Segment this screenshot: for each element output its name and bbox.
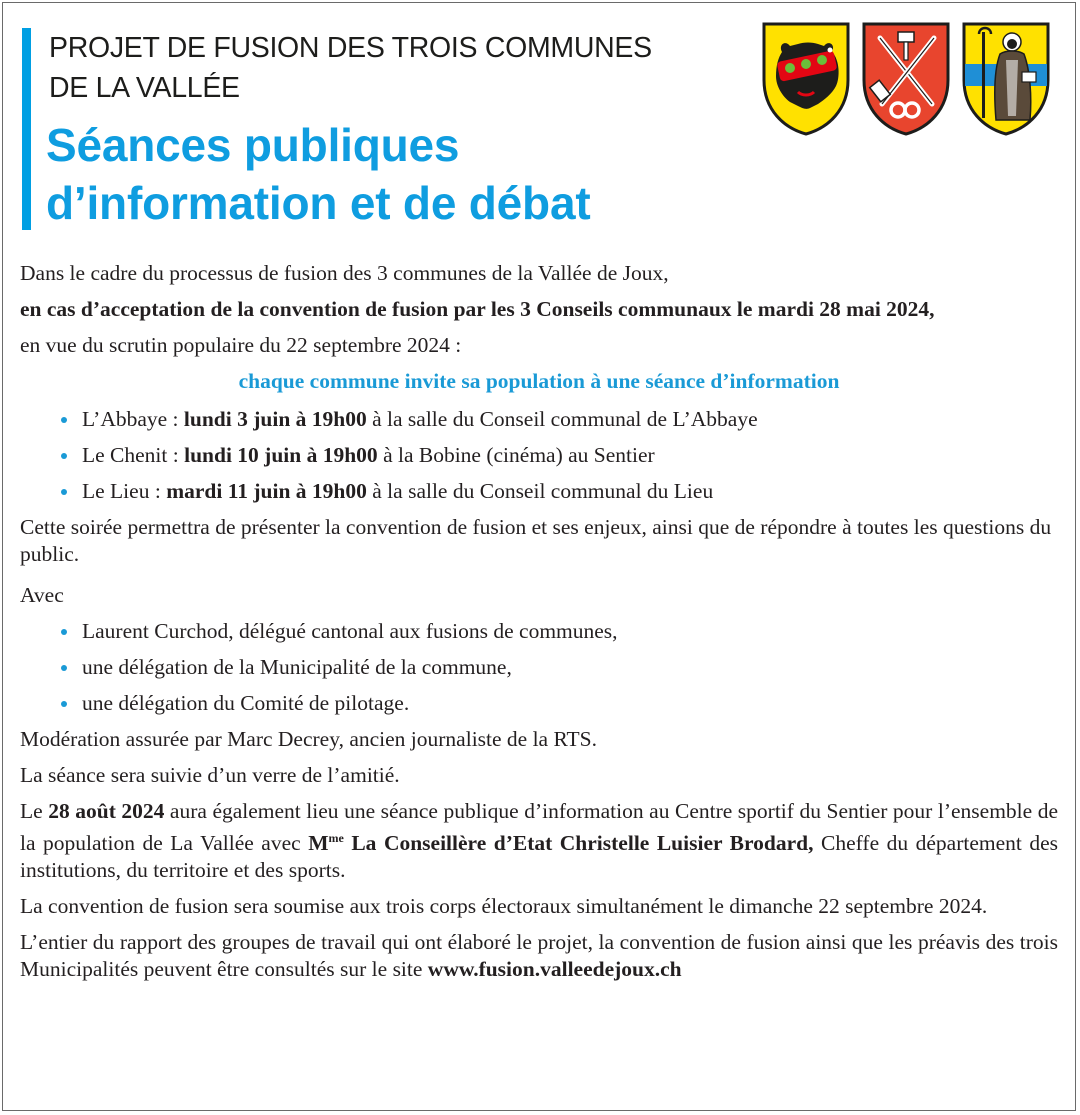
- bear-head-crest-icon: [760, 20, 852, 138]
- report-body: L’entier du rapport des groupes de travail qui ont élaboré le projet, la convention de fusion ainsi que les préavis des trois Municipalités peuvent être consultés sur le site: [20, 930, 1058, 981]
- participants-list: [20, 618, 1058, 717]
- kicker-line1: PROJET DE FUSION DES TROIS COMMUNES: [49, 32, 652, 64]
- vote-text: La convention de fusion sera soumise aux trois corps électoraux simultanément le dimanche 22 septembre 2024.: [20, 894, 988, 918]
- saint-with-staff-crest-icon: [960, 20, 1052, 138]
- intro-line3: en vue du scrutin populaire du 22 septembre 2024 :: [20, 333, 462, 357]
- session-where: à la salle du Conseil communal de L’Abbaye: [372, 407, 758, 431]
- evening-text: Cette soirée permettra de présenter la convention de fusion et ses enjeux, ainsi que de répondre à toutes les questions du public.: [20, 515, 1052, 566]
- session-commune: Le Chenit :: [82, 443, 179, 467]
- august-title: $M^{me}$: [308, 831, 344, 855]
- title-line2: d’information et de débat: [46, 177, 591, 229]
- header: [22, 24, 762, 234]
- august-session: [20, 798, 1058, 884]
- intro-bold: [20, 296, 1058, 323]
- august-post: Cheffe du département des institutions, du territoire et des sports.: [20, 831, 1059, 882]
- list-item: une délégation de la Municipalité de la commune,: [82, 654, 1058, 681]
- august-pre: Le: [20, 799, 43, 823]
- august-name: La Conseillère d’Etat Christelle Luisier Brodard,: [351, 831, 814, 855]
- session-where: à la Bobine (cinéma) au Sentier: [383, 443, 655, 467]
- crests: [760, 20, 1056, 138]
- session-when: lundi 3 juin à 19h00: [183, 407, 367, 431]
- session-where: à la salle du Conseil communal du Lieu: [372, 479, 714, 503]
- session-when: mardi 11 juin à 19h00: [166, 479, 367, 503]
- moderation: Modération assurée par Marc Decrey, ancien journaliste de la RTS.: [20, 727, 597, 751]
- body: [20, 260, 1058, 992]
- accent-bar: [22, 28, 31, 230]
- intro-line1: Dans le cadre du processus de fusion des 3 communes de la Vallée de Joux,: [20, 261, 669, 285]
- august-mid: aura également lieu une séance publique d’information au Centre sportif du Sentier pour l’ensemble de la population de La Vallée avec: [20, 799, 1058, 855]
- avec-label: Avec: [20, 583, 64, 607]
- session-commune: Le Lieu :: [82, 479, 161, 503]
- session-when: lundi 10 juin à 19h00: [184, 443, 378, 467]
- aperitif: La séance sera suivie d’un verre de l’amitié.: [20, 763, 400, 787]
- intro-bold-text: en cas d’acceptation de la convention de fusion par les 3 Conseils communaux le mardi 28 mai 2024,: [20, 297, 935, 321]
- list-item: [82, 442, 1058, 469]
- list-item: [82, 406, 1058, 433]
- website-link[interactable]: www.fusion.valleedejoux.ch: [427, 957, 682, 981]
- list-item: Laurent Curchod, délégué cantonal aux fusions de communes,: [82, 618, 1058, 645]
- list-item: une délégation du Comité de pilotage.: [82, 690, 1058, 717]
- title-line1: Séances publiques: [46, 119, 460, 171]
- highlight-invitation: chaque commune invite sa population à une séance d’information: [238, 369, 840, 393]
- session-commune: L’Abbaye :: [82, 407, 179, 431]
- august-date: 28 août 2024: [48, 799, 165, 823]
- keys-and-crossed-arms-crest-icon: [860, 20, 952, 138]
- kicker: [49, 28, 652, 108]
- sessions-list: [20, 406, 1058, 505]
- list-item: [82, 478, 1058, 505]
- kicker-line2: DE LA VALLÉE: [49, 72, 240, 104]
- report-text: [20, 929, 1058, 983]
- page-title: [46, 116, 590, 232]
